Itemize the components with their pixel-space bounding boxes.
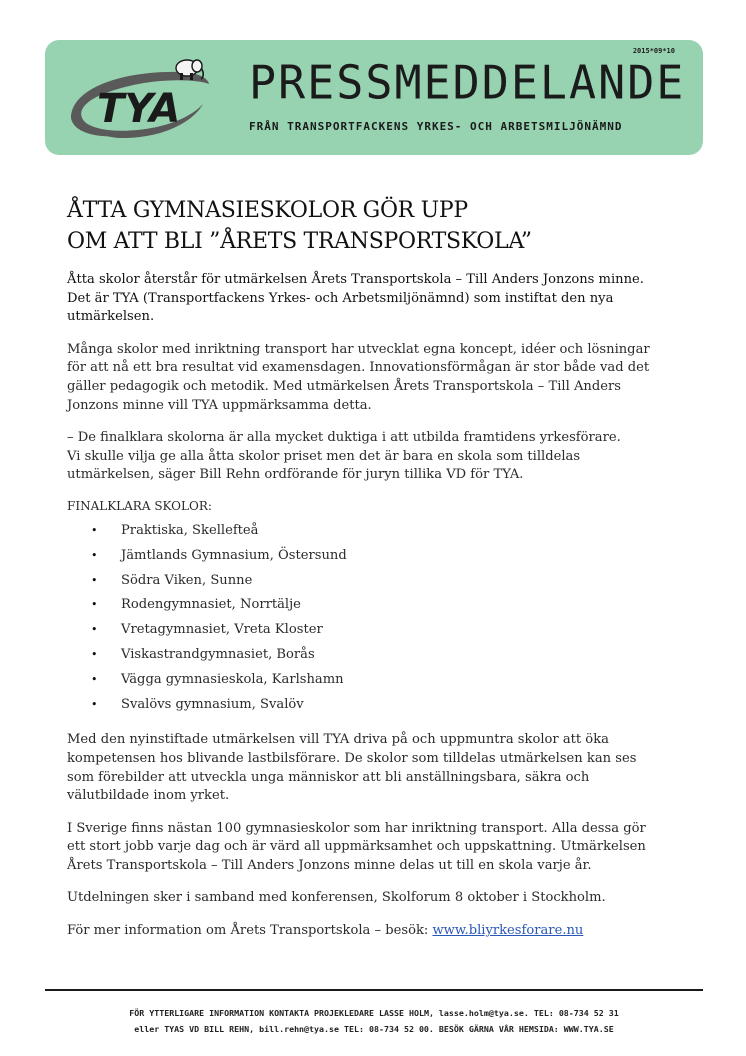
bullet-icon: • [91, 598, 98, 612]
headline [67, 195, 657, 257]
bullet-icon: • [91, 623, 98, 637]
list-item: • Vägga gymnasieskola, Karlshamn [67, 668, 657, 693]
list-heading: FINALKLARA SKOLOR: [67, 498, 212, 513]
footer-line-1: FÖR YTTERLIGARE INFORMATION KONTAKTA PROJEKLEDARE LASSE HOLM, lasse.holm@tya.se. TEL: 08-734 52 31 [129, 1008, 619, 1018]
logo-text: TYA [97, 86, 181, 132]
list-item: • Vretagymnasiet, Vreta Kloster [67, 618, 657, 643]
footer-line-2: eller TYAS VD BILL REHN, bill.rehn@tya.se TEL: 08-734 52 00. BESÖK GÄRNA VÅR HEMSIDA: WWW.TYA.SE [134, 1024, 614, 1034]
list-item: • Jämtlands Gymnasium, Östersund [67, 544, 657, 569]
bullet-icon: • [91, 573, 98, 587]
paragraph-3: Med den nyinstiftade utmärkelsen vill TYA driva på och uppmuntra skolor att öka kompetensen hos blivande lastbilsförare. De skolor som tilldelas utmärkelsen kan ses som förebilder att utveckla unga människor att bli anställningsbara, säkra och välutbildade inom yrket. [67, 732, 637, 804]
bullet-icon: • [91, 548, 98, 562]
lead-paragraph: Åtta skolor återstår för utmärkelsen Årets Transportskola – Till Anders Jonzons minne. Det är TYA (Transportfackens Yrkes- och Arbetsmiljönämnd) som instiftat den nya utmärkelsen. [67, 272, 644, 325]
paragraph-2 [67, 429, 657, 485]
headline-line-1: ÅTTA GYMNASIESKOLOR GÖR UPP [67, 198, 468, 223]
article-body [67, 195, 657, 941]
tya-logo [63, 48, 213, 148]
footer-divider [45, 989, 703, 991]
list-item: • Rodengymnasiet, Norrtälje [67, 593, 657, 618]
website-link[interactable]: www.bliyrkesforare.nu [432, 923, 584, 939]
list-item: • Svalövs gymnasium, Svalöv [67, 693, 657, 718]
release-date: 2015*09*10 [632, 47, 675, 55]
bullet-icon: • [91, 672, 98, 686]
headline-line-2: OM ATT BLI ”ÅRETS TRANSPORTSKOLA” [67, 229, 532, 254]
list-item: • Södra Viken, Sunne [67, 569, 657, 594]
list-item: • Viskastrandgymnasiet, Borås [67, 643, 657, 668]
paragraph-1: Många skolor med inriktning transport har utvecklat egna koncept, idéer och lösningar för att nå ett bra resultat vid examensdagen. Innovationsförmågan är stor både vad det gäller pedagogik och metodik. Med utmärkelsen Årets Transportskola – Till Anders Jonzons minne vill TYA uppmärksamma detta. [67, 341, 650, 413]
paragraph-6 [67, 922, 657, 941]
paragraph-4: I Sverige finns nästan 100 gymnasieskolor som har inriktning transport. Alla dessa gör ett stort jobb varje dag och är värd all uppmärksamhet och uppskattning. Utmärkelsen Årets Transportskola – Till Anders Jonzons minne delas ut till en skola varje år. [67, 820, 646, 873]
bullet-icon: • [91, 523, 98, 537]
bullet-icon: • [91, 647, 98, 661]
bullet-icon: • [91, 697, 98, 711]
page-subtitle: FRÅN TRANSPORTFACKENS YRKES- OCH ARBETSMILJÖNÄMND [249, 120, 623, 133]
quote-continuation: Vi skulle vilja ge alla åtta skolor priset men det är bara en skola som tilldelas utmärkelsen, säger Bill Rehn ordförande för juryn tillika VD för TYA. [67, 448, 581, 483]
list-item: • Praktiska, Skellefteå [67, 519, 657, 544]
school-list [67, 519, 657, 717]
contact-footer [45, 1005, 703, 1037]
page-title: PRESSMEDDELANDE [249, 55, 686, 110]
more-info-text: För mer information om Årets Transportskola – besök: [67, 923, 433, 939]
quote-line: – De finalklara skolorna är alla mycket duktiga i att utbilda framtidens yrkesförare. [67, 430, 621, 446]
paragraph-5: Utdelningen sker i samband med konferensen, Skolforum 8 oktober i Stockholm. [67, 890, 606, 906]
press-header-band [45, 40, 703, 155]
